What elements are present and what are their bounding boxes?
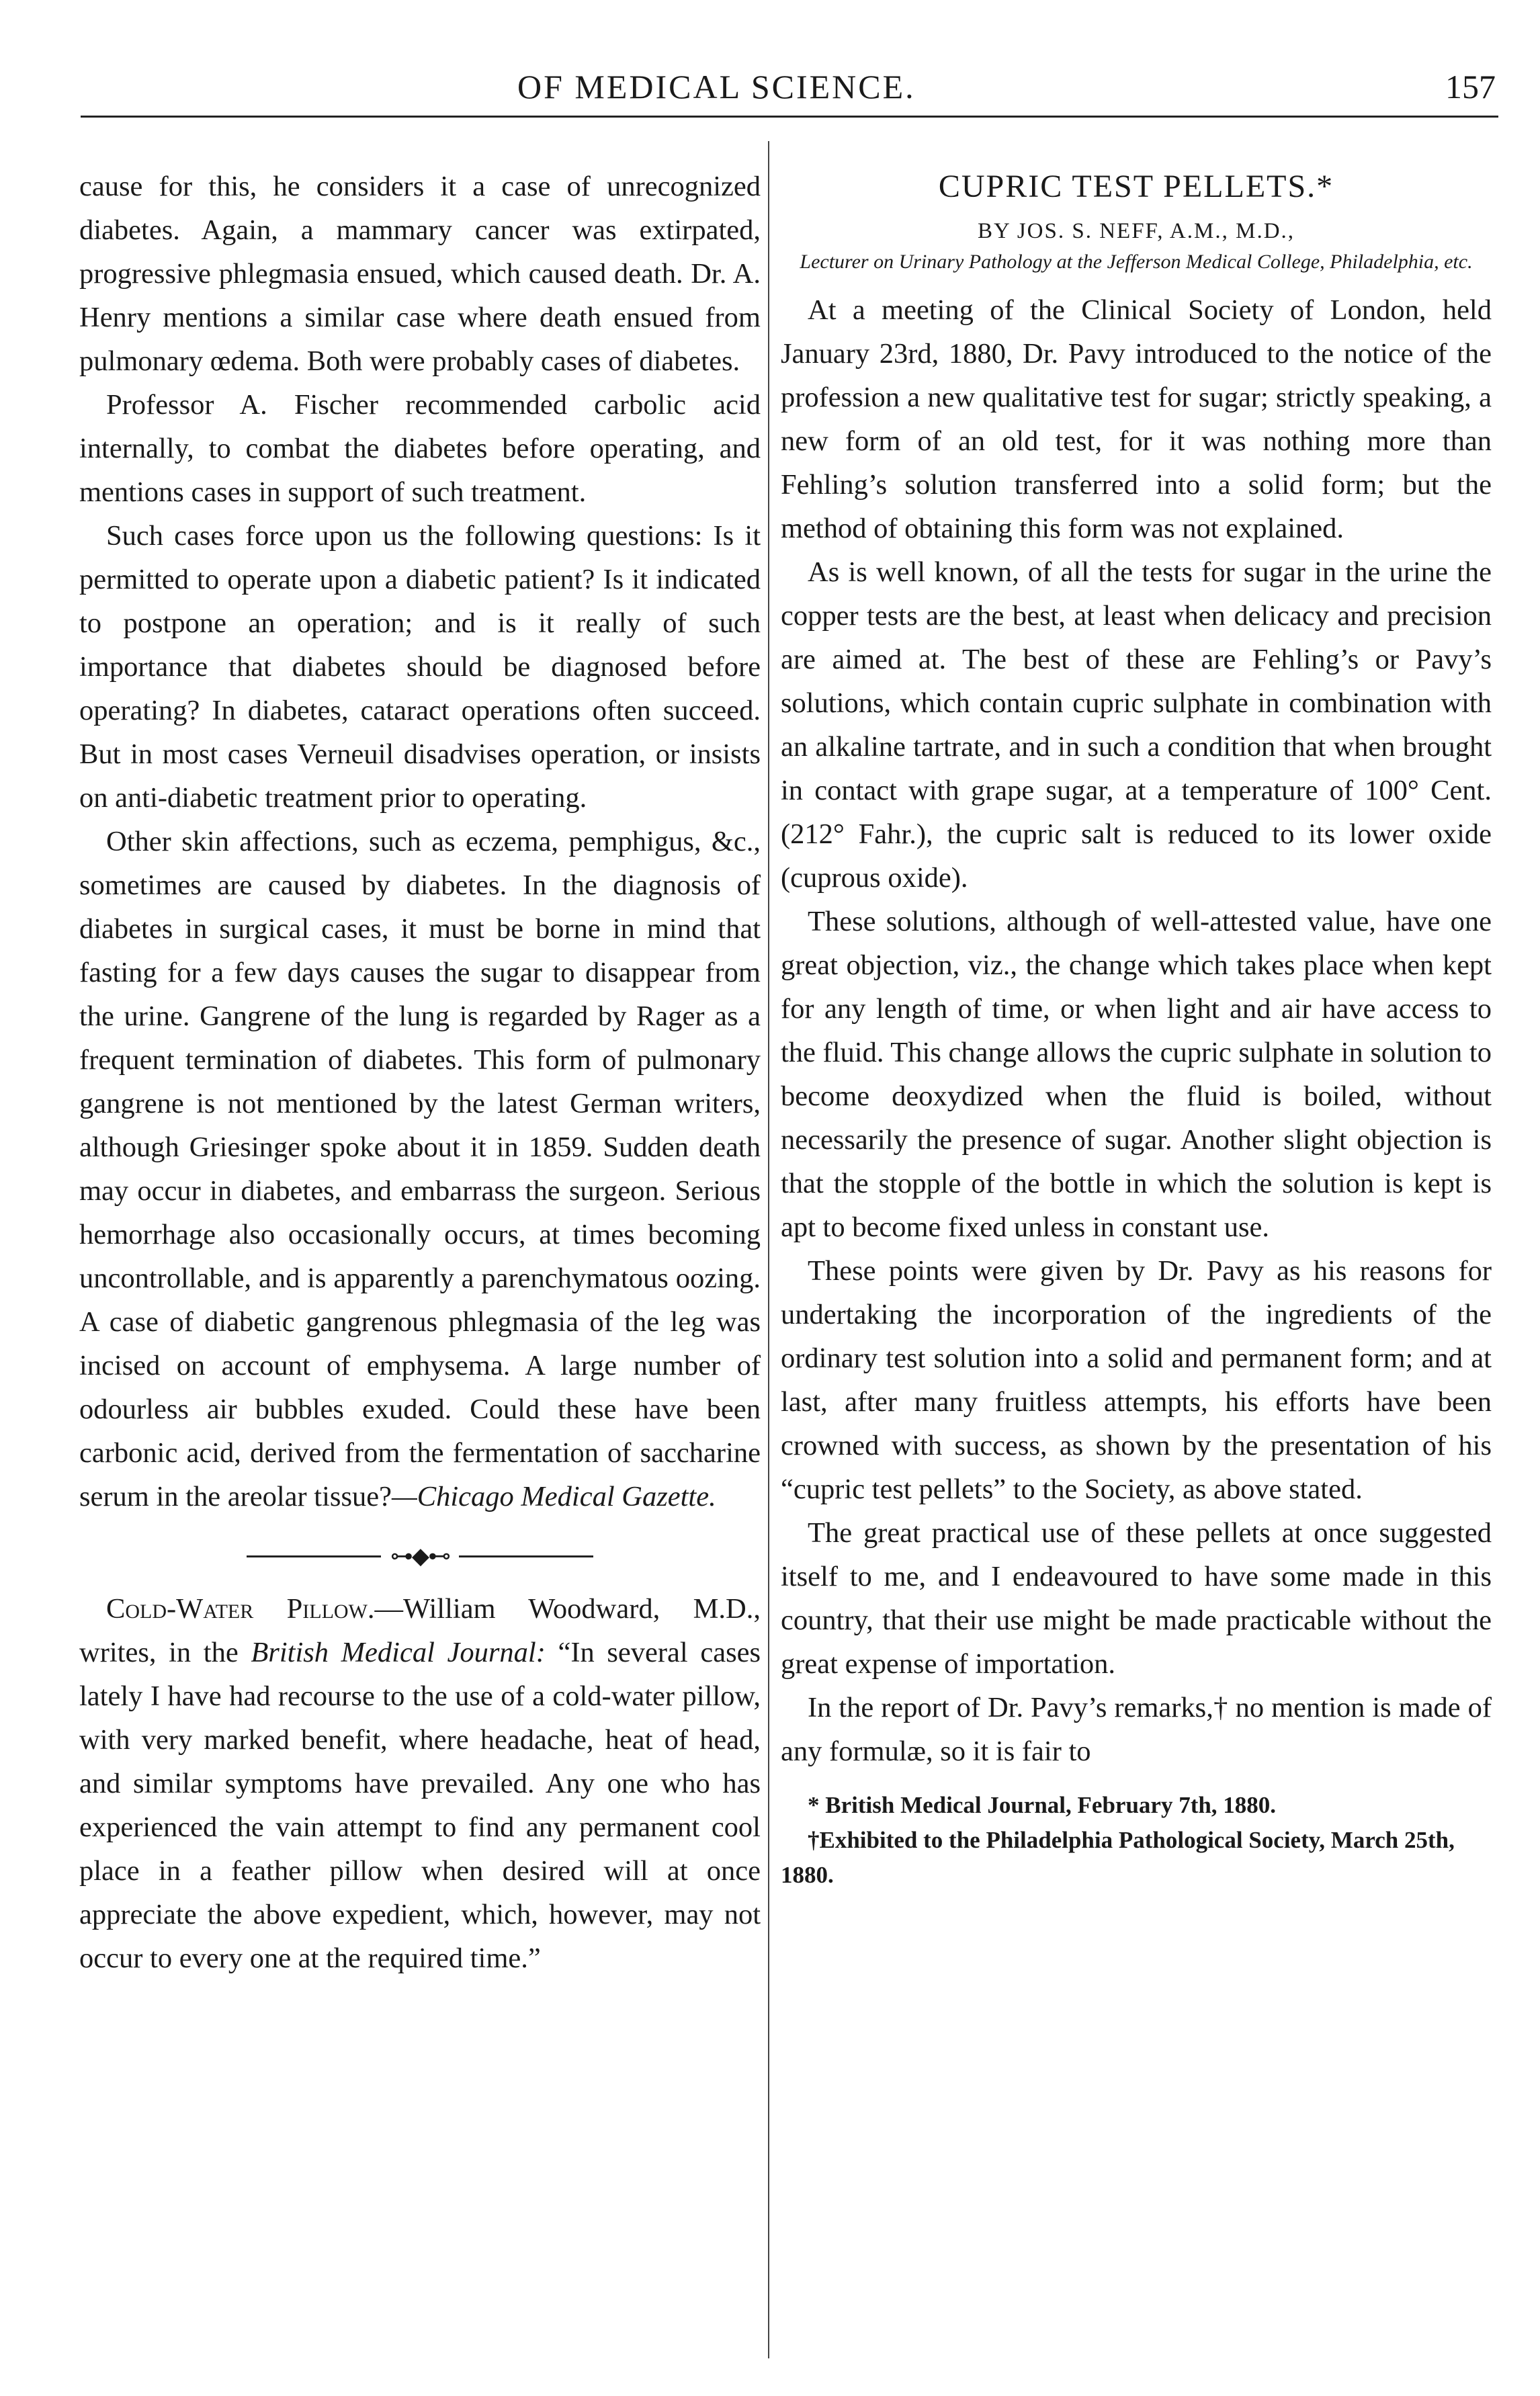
- pillow-heading: Cold-Water Pillow.: [106, 1593, 375, 1625]
- right-paragraph-6: In the report of Dr. Pavy’s remarks,† no mention is made of any formulæ, so it is fair to: [781, 1692, 1492, 1767]
- right-paragraph-1: At a meeting of the Clinical Society of London, held January 23rd, 1880, Dr. Pavy introduced to the notice of the profession a new qualitative test for sugar; strictly speaking, a new form of an old test, for it was nothing more than Fehling’s solution transferred into a solid form; but the method of obtaining this form was not explained.: [781, 294, 1492, 544]
- left-paragraph-4-text: Other skin affections, such as eczema, pemphigus, &c., sometimes are caused by diabetes. In the diagnosis of diabetes in surgical cases, it must be borne in mind that fasting for a few days causes the sugar to disappear from the urine. Gangrene of the lung is regarded by Rager as a frequent termination of diabetes. This form of pulmonary gangrene is not mentioned by the latest German writers, although Griesinger spoke about it in 1859. Sudden death may occur in diabetes, and embarrass the surgeon. Serious hemorrhage also occasionally occurs, at times becoming uncontrollable, and is apparently a parenchymatous oozing. A case of diabetic gangrenous phlegmasia of the leg was incised on account of emphysema. A large number of odourless air bubbles exuded. Could these have been carbonic acid, derived from the fermentation of saccharine serum in the areolar tissue?: [79, 826, 761, 1512]
- ornament-rule-left: [247, 1555, 381, 1557]
- pillow-quote: “In several cases lately I have had recourse to the use of a cold-water pillow, with very marked benefit, where headache, heat of head, and similar symptoms have prevailed. Any one who has experienced the vain attempt to find any permanent cool place in a feather pillow when desired will at once appreciate the above expedient, which, however, may not occur to every one at the required time.”: [79, 1637, 761, 1974]
- ornament-diamond-icon: ⊶◆⊷: [390, 1543, 450, 1569]
- running-header: [0, 67, 1540, 121]
- column-divider: [768, 141, 769, 2358]
- article-title: CUPRIC TEST PELLETS.*: [938, 169, 1334, 204]
- author-affiliation: Lecturer on Urinary Pathology at the Jefferson Medical College, Philadelphia, etc.: [800, 251, 1473, 273]
- page-number: 157: [1445, 68, 1496, 105]
- pillow-journal-name: British Medical Journal:: [251, 1637, 546, 1668]
- right-paragraph-3: These solutions, although of well-attested value, have one great objection, viz., the change which takes place when kept for any length of time, or when light and air have access to the fluid. This change allows the cupric sulphate in solution to become deoxydized when the fluid is boiled, without necessarily the presence of sugar. Another slight objection is that the stopple of the bottle in which the solution is kept is apt to become fixed unless in constant use.: [781, 906, 1492, 1243]
- right-paragraph-2: As is well known, of all the tests for sugar in the urine the copper tests are the best, at least when delicacy and precision are aimed at. The best of these are Fehling’s or Pavy’s solutions, which contain cupric sulphate in combination with an alkaline tartrate, and in such a condition that when brought in contact with grape sugar, at a temperature of 100° Cent. (212° Fahr.), the cupric salt is reduced to its lower oxide (cuprous oxide).: [781, 556, 1492, 894]
- left-paragraph-3: Such cases force upon us the following questions: Is it permitted to operate upon a diabetic patient? Is it indicated to postpone an operation; and is it really of such importance that diabetes should be diagnosed before operating? In diabetes, cataract operations often succeed. But in most cases Verneuil disadvises operation, or insists on anti-diabetic treatment prior to operating.: [79, 520, 761, 814]
- ornament-rule-right: [459, 1555, 593, 1557]
- running-title: OF MEDICAL SCIENCE.: [517, 68, 916, 105]
- footnotes: [781, 1788, 1492, 1893]
- left-column: [79, 165, 761, 1980]
- footnote-2: †Exhibited to the Philadelphia Pathological Society, March 25th, 1880.: [781, 1827, 1455, 1888]
- right-column: [781, 165, 1492, 1893]
- left-paragraph-4: [79, 820, 761, 1518]
- author-byline: BY JOS. S. NEFF, A.M., M.D.,: [977, 219, 1295, 243]
- left-paragraph-1: cause for this, he considers it a case of unrecognized diabetes. Again, a mammary cancer was extirpated, progressive phlegmasia ensued, which caused death. Dr. A. Henry mentions a similar case where death ensued from pulmonary œdema. Both were probably cases of diabetes.: [79, 171, 761, 377]
- section-ornament: [79, 1543, 761, 1570]
- pillow-intro: —William Woodward, M.D., writes, in the: [79, 1593, 761, 1668]
- footnote-1: * British Medical Journal, February 7th, 1880.: [808, 1792, 1277, 1818]
- left-paragraph-2: Professor A. Fischer recommended carbolic acid internally, to combat the diabetes before operating, and mentions cases in support of such treatment.: [79, 389, 761, 508]
- header-rule: [81, 116, 1498, 118]
- citation-chicago-medical-gazette: —Chicago Medical Gazette.: [391, 1481, 716, 1512]
- right-paragraph-4: These points were given by Dr. Pavy as his reasons for undertaking the incorporation of the ingredients of the ordinary test solution into a solid and permanent form; and at last, after many fruitless attempts, his efforts have been crowned with success, as shown by the presentation of his “cupric test pellets” to the Society, as above stated.: [781, 1255, 1492, 1505]
- pillow-paragraph: [79, 1587, 761, 1980]
- right-paragraph-5: The great practical use of these pellets at once suggested itself to me, and I endeavoured to have some made in this country, that their use might be made practicable without the great expense of importation.: [781, 1517, 1492, 1680]
